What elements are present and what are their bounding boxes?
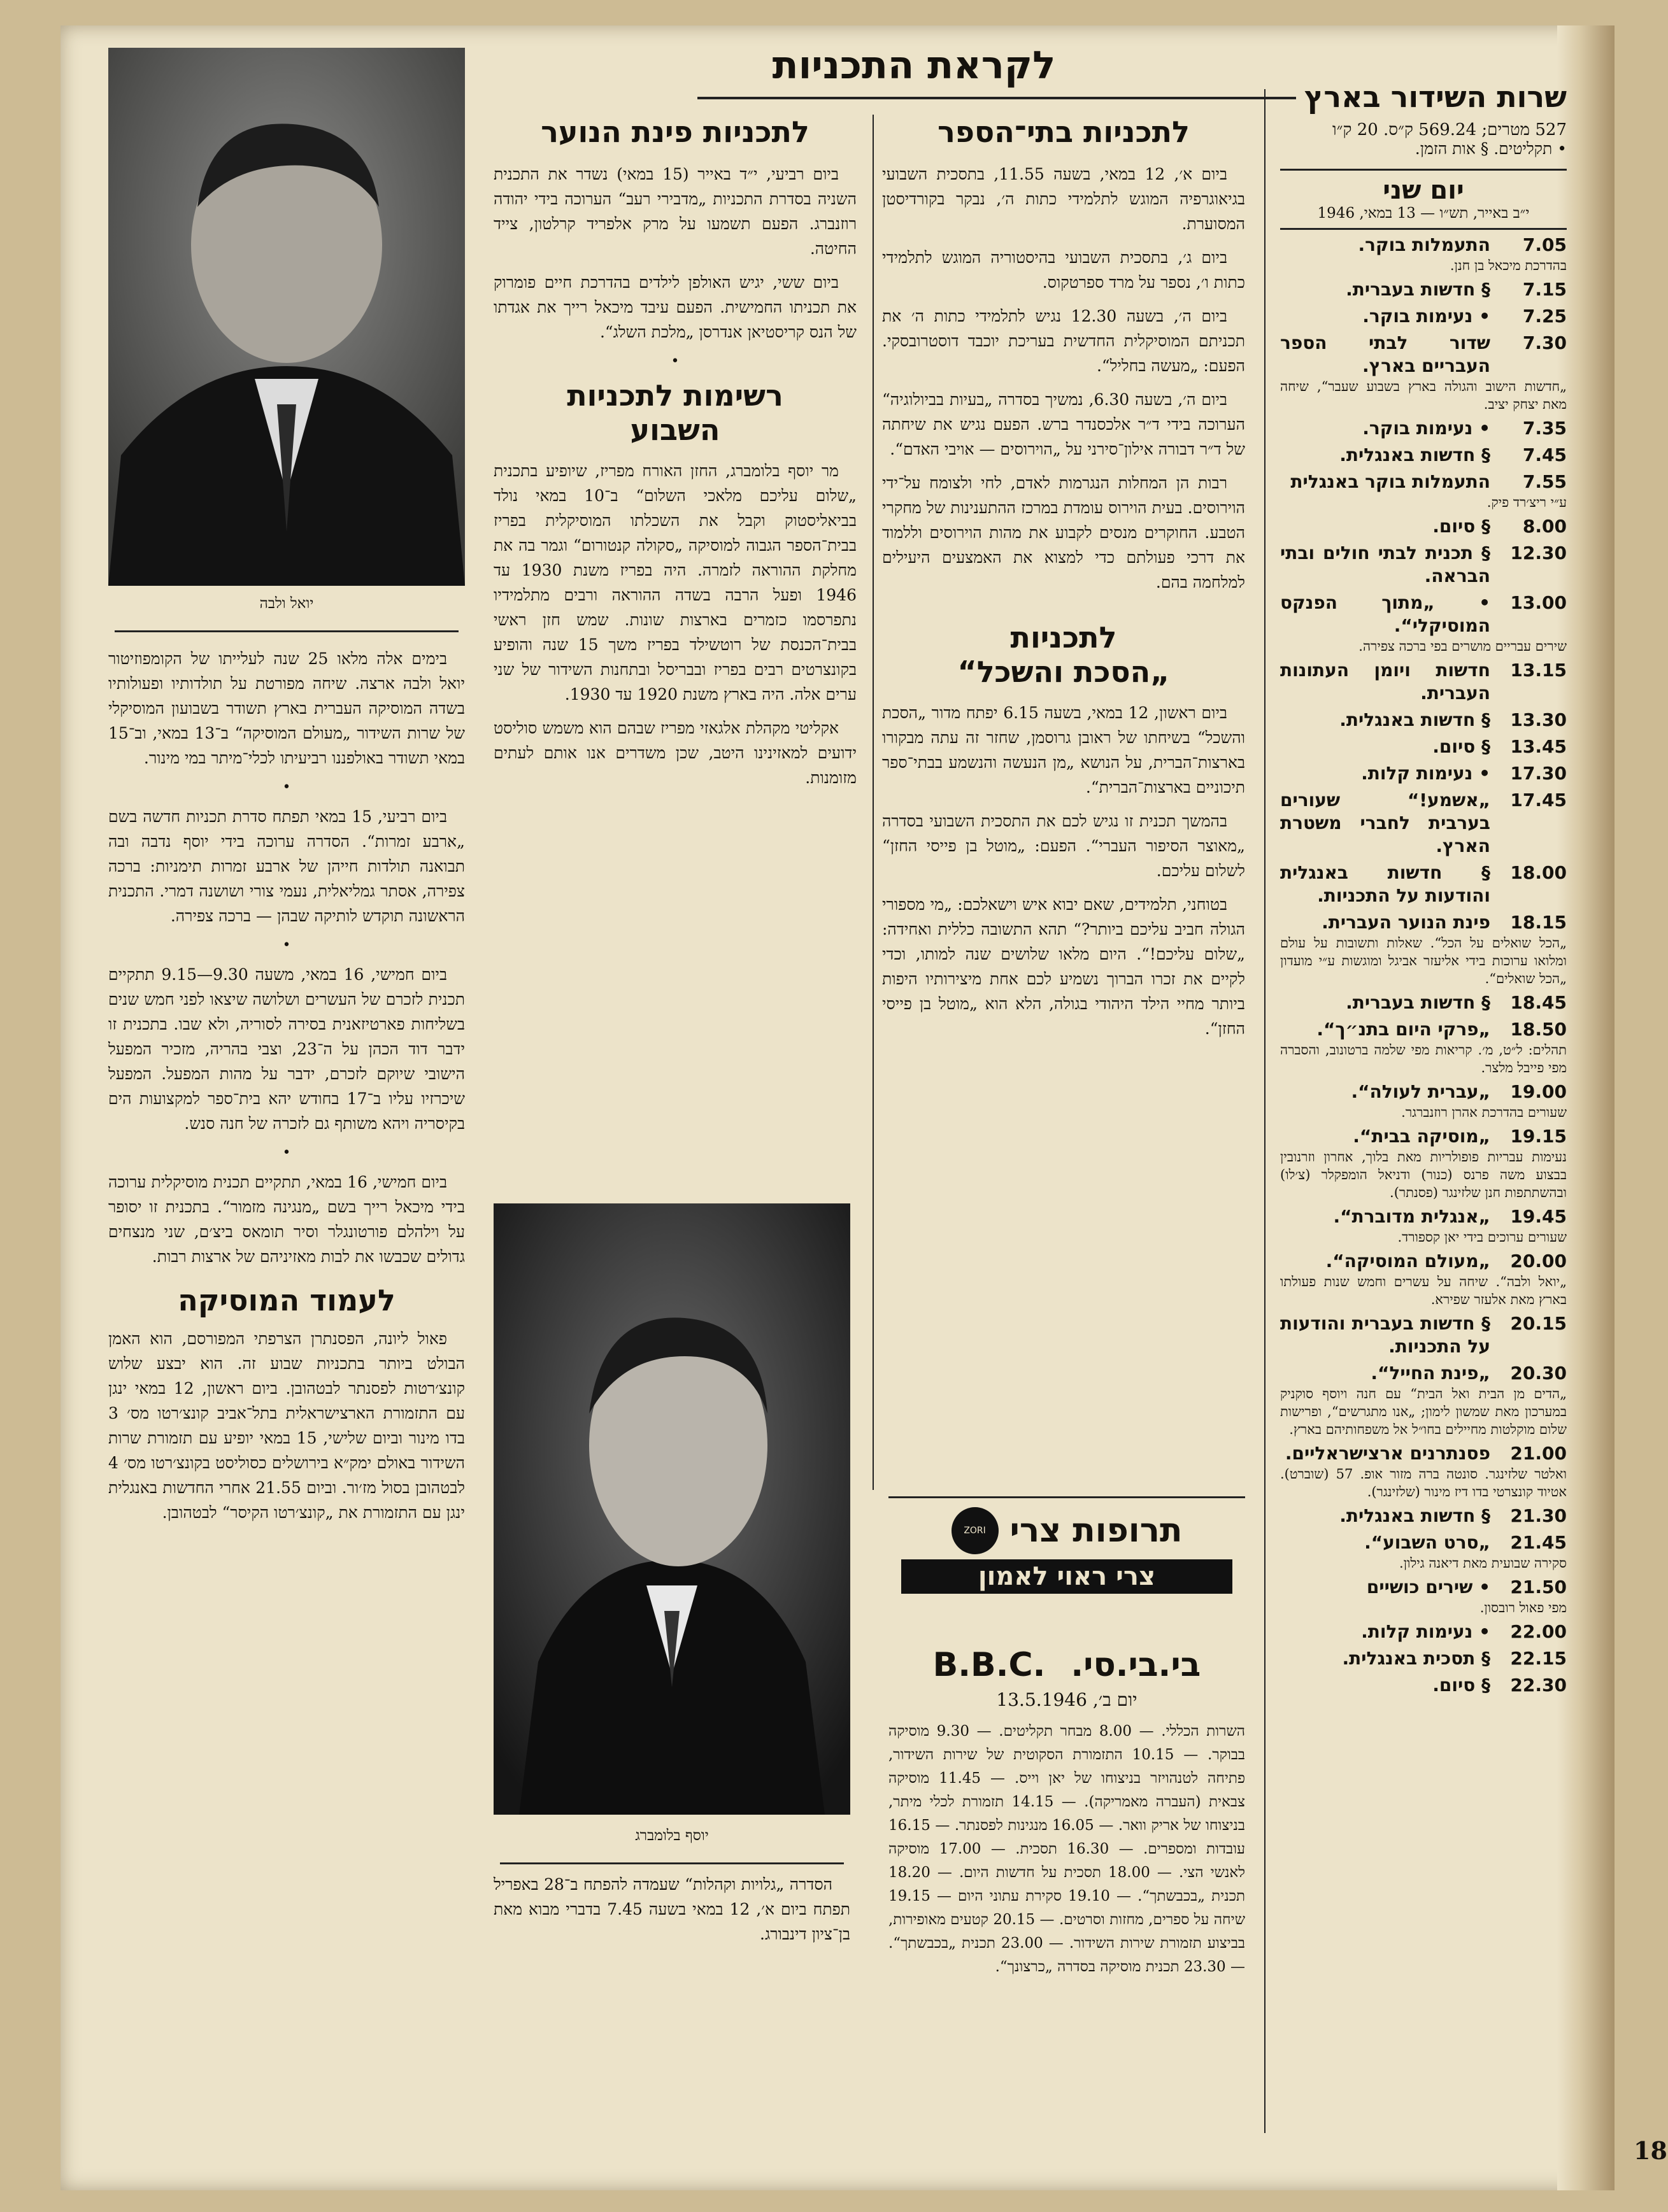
hasakhat-paragraph: ביום ראשון, 12 במאי, בשעה 6.15 יפתח מדור „הסכת והשכל“ בשיחתו של ראובן גרוסמן, שחזר זה עתה מבקורו בארצות־הברית, על הנושא „מן הנעשה והנשמע בבתי־ספר תיכוניים בארצות־הברית“.: [882, 704, 1245, 797]
school-paragraph: ביום ה׳, בשעה 6.30, נמשיך בסדרה „בעיות בביולוגיה“ הערוכה בידי ד״ר אלכסנדר ברש. הפעם נגיש את שיחתה של ד״ר דבורה אילון־סירני על „הוירוסים — אויבי האדם“.: [882, 390, 1245, 458]
left-column: [108, 646, 465, 1534]
school-paragraph: ביום ג׳, בתסכית השבועי בהיסטוריה המוגש לתלמידי כתות ו׳, נספר על מרד ספרטקוס.: [882, 248, 1245, 292]
schedule-item: [1280, 1442, 1567, 1465]
schedule-title: „מוסיקה בבית“.: [1353, 1126, 1490, 1147]
schedule-subtitle: סקירה שבועית מאת דיאנה גילון.: [1399, 1556, 1567, 1571]
schedule-time: 19.15: [1510, 1126, 1567, 1147]
bbc-title-latin: B.B.C.: [932, 1646, 1046, 1684]
schedule-title: § חדשות באנגלית והודעות על התכניות.: [1280, 862, 1490, 906]
hasakhat-paragraph: בטוחני, תלמידים, שאם יבוא איש וישאלכם: „מי מספורי הגולה חביב עליכם ביותר?“ תהא התשובה כללית ואחידה: „שלום עליכם!“. היום מלאו שלושים שנה למותו, וכדי לקיים את זכרו הברוך נשמיע לכם אחת מיצירותיו היפות ביותר מחיי הילד היהודי בגולה, הלא הוא „מוטל בן פייסי החזן“.: [882, 895, 1245, 1038]
youth-paragraph: ביום ששי, יגיש האולפן לילדים בהדרכת חיים פומרוק את תכניתו החמישית. הפעם עיבד מיכאל רייך את אגדתו של הנס קריסטיאן אנדרסן „מלכת השלג“.: [494, 273, 857, 341]
schedule-subtitle: ואלטר שלזינגר. סונטה ברה מזור אופ. 57 (שוברט). אטיוד קונצרטי בדו דיז מינור (שלזינגר).: [1280, 1466, 1567, 1499]
schedule-title: § חדשות באנגלית.: [1339, 709, 1490, 730]
photo-yoel-welbe: [108, 48, 465, 586]
photo-caption-blumberg: יוסף בלומברג: [635, 1827, 709, 1844]
schedule-title: § תכנית לבתי חולים ובתי הבראה.: [1280, 542, 1490, 586]
schedule-subtitle: בהדרכת מיכאל בן חנן.: [1450, 258, 1567, 273]
schedule-item: [1280, 735, 1567, 758]
schedule-item: [1280, 417, 1567, 440]
schedule-item: [1280, 1312, 1567, 1358]
schedule-title: „אנגלית מדוברת“.: [1333, 1206, 1490, 1227]
school-paragraph: רבות הן המחלות הנגרמות לאדם, לחי ולצומח על־ידי הוירוסים. בעית הוירוס עומדת במרכז ההתענינות של מחקרי הטבע. החוקרים מנסים לקבוע את מהות הוירוסים וללמוד את דרכי פעולתם כדי למצוא את האמצעים היעילים למלחמה בהם.: [882, 474, 1245, 592]
photo-caption-welbe: יואל ולבה: [259, 595, 314, 612]
schedule-time: 7.55: [1522, 471, 1567, 492]
schedule-title: § חדשות באנגלית.: [1339, 444, 1490, 465]
schedule-title: „מעולם המוסיקה“.: [1325, 1251, 1490, 1272]
caption-rule: [115, 630, 459, 632]
zemarot-paragraph: ביום רביעי, 15 במאי תפתח סדרת תכניות חדשה בשם „ארבע זמרות“. הסדרה ערוכה בידי יוסף נדבה ובה תבואנה תולדות חייהן של ארבע זמרות תימניות: ברכה צפירה, אסתר גמליאלית, נעמי צורי ושושנה דמרי. התכנית הראשונה תוקדש לותיקה שבהן — ברכה צפירה.: [108, 807, 465, 925]
schedule-item: [1280, 1576, 1567, 1599]
page-number: 18: [1634, 2136, 1667, 2165]
schedule-subtitle: שירים עבריים מושרים בפי ברכה צפירה.: [1358, 639, 1567, 654]
main-header: לקראת התכניות: [772, 43, 1056, 88]
schedule-item: [1280, 234, 1567, 257]
school-programs-title: לתכניות בתי־הספר: [937, 115, 1190, 149]
portrait-icon: [494, 1203, 850, 1815]
column-rule: [873, 115, 874, 1490]
schedule-title: • נעימות קלות.: [1361, 1621, 1490, 1642]
schedule-item: [1280, 1362, 1567, 1385]
welbe-paragraph: בימים אלה מלאו 25 שנה לעלייתו של הקומפוזיטור יואל ולבה ארצה. שיחה מפורטת על תולדותיו ופעולותיו בשדה המוסיקה העברית בארץ תשודר בשבועון המוסיקלי של שרות השידור „מעולם המוסיקה“ ב־13 במאי, וב־15 במאי תשודר באולפננו רביעיתו לכלי־מיתר במי מינור.: [108, 649, 465, 767]
youth-programs-column: [494, 115, 857, 799]
day-title: יום שני: [1383, 176, 1464, 205]
schedule-time: 18.00: [1510, 862, 1567, 883]
schedule-time: 21.00: [1510, 1443, 1567, 1464]
schedule-title: § סיום.: [1432, 516, 1490, 537]
schedule-title: § סיום.: [1432, 736, 1490, 757]
schedule-time: 19.00: [1510, 1081, 1567, 1102]
schedule-time: 22.30: [1510, 1675, 1567, 1696]
youth-programs-title: לתכניות פינת הנוער: [541, 115, 809, 149]
schedule-title: פינת הנוער העברית.: [1322, 912, 1490, 933]
bbc-title-hebrew: בי.בי.סי.: [1071, 1646, 1201, 1684]
ad-brand: תרופות צרי: [1009, 1512, 1183, 1550]
schedule-subtitle: „הכל שואלים על הכל“. שאלות ותשובות על עולם ומלואו ערוכות בידי אליעזר אביגל ומוגשות ע״י מועדון „הכל שואלים“.: [1280, 935, 1567, 986]
schedule-time: 20.00: [1510, 1251, 1567, 1272]
schedule-time: 13.30: [1510, 709, 1567, 730]
schedule-subtitle: „חדשות הישוב והגולה בארץ בשבוע שעבר“, שיחה מאת יצחק יציב.: [1280, 379, 1567, 412]
schedule-title: התעמלות בוקר באנגלית: [1290, 471, 1490, 492]
schedule-item: [1280, 911, 1567, 934]
schedule-title: § חדשות בעברית.: [1346, 279, 1490, 300]
galut-paragraph-box: [494, 1872, 850, 1955]
schedule-title: • שירים כושיים: [1366, 1577, 1490, 1598]
schedule-title: § סיום.: [1432, 1675, 1490, 1696]
music-section-title: לעמוד המוסיקה: [178, 1283, 396, 1317]
hasakhat-title-1: לתכניות: [1010, 620, 1117, 655]
notes-title-1: רשימות לתכניות: [567, 378, 783, 413]
magazine-page: [61, 25, 1667, 2190]
schedule-title: § חדשות בעברית והודעות על התכניות.: [1280, 1313, 1490, 1357]
schedule-item: [1280, 444, 1567, 467]
notes-paragraph: אקליטי מקהלת אלגאזי מפריז שבהם הוא משמש סוליסט ידועים למאזינינו היטב, שכן משדרים אנו אותם לעתים מזומנות.: [494, 719, 857, 787]
schedule-item: [1280, 709, 1567, 732]
schedule-time: 7.35: [1522, 418, 1567, 439]
schedule-subtitle: מפי פאול רובסון.: [1479, 1600, 1567, 1615]
zori-logo-icon: [952, 1507, 999, 1554]
schedule-subtitle: שעורים בהדרכת אהרן רוזנברגר.: [1401, 1105, 1567, 1120]
schedule-item: [1280, 542, 1567, 588]
schedule-item: [1280, 659, 1567, 705]
schedule-time: 22.15: [1510, 1648, 1567, 1669]
portrait-icon: [108, 48, 465, 586]
column-rule: [1264, 89, 1265, 2133]
schedule-column: [1280, 80, 1567, 1697]
schedule-title: „אשמע!“ שעורים בערבית לחברי משטרת הארץ.: [1280, 790, 1490, 856]
schedule-item: [1280, 991, 1567, 1014]
schedule-title: § חדשות באנגלית.: [1339, 1505, 1490, 1526]
bbc-column: [888, 1646, 1245, 1979]
schedule-subtitle: תהלים: ל״ט, מ׳. קריאות מפי שלמה ברטונוב, והסברה מפי פייבל מלצר.: [1280, 1042, 1567, 1075]
schedule-time: 21.45: [1510, 1532, 1567, 1553]
broadcast-info-2: • תקליטים. § אות הזמן.: [1415, 139, 1567, 158]
schedule-subtitle: שעורים ערוכים בידי יאן קספורד.: [1397, 1230, 1567, 1245]
galut-paragraph: הסדרה „גלויות וקהלות“ שעמדה להפתח ב־28 באפריל תפתח ביום א׳, 12 במאי בשעה 7.45 בדברי מבוא מאת בן־ציון דינבורג.: [494, 1875, 850, 1943]
schedule-item: [1280, 592, 1567, 637]
youth-paragraph: ביום רביעי, י״ד באייר (15 במאי) נשדר את התכנית השניה בסדרת התכניות „מדבירי רעב“ הערוכה בידי יהודה רוזנברג. הפעם תשמעו על מרק אלפריד קרלטון, צייד החיטה.: [494, 165, 857, 258]
schedule-title: • נעימות בוקר.: [1362, 306, 1490, 327]
schedule-time: 17.45: [1510, 790, 1567, 811]
zori-advertisement: [888, 1496, 1245, 1626]
schedule-time: 13.15: [1510, 660, 1567, 681]
schedule-subtitle: ע״י ריצ׳רד פיק.: [1486, 495, 1567, 510]
memorial-paragraph: ביום חמישי, 16 במאי, משעה 9.30—9.15 תתקיים תכנית לזכרם של העשרים ושלושה שיצאו לפני חמש שנים בשליחות פארטיזאנית בסירה לסוריה, ולא שבו. בתכנית זו ידבר דוד הכהן על ה־23, וצבי בהריה, מזכיר המפעל הישובי שיוקם לזכרם, ידבר על מהות המפעל. המפעל שיכרזיו עליו ב־17 בחודש יהא בית־ספר למקצועות הים בקיסריה ויהא משותף גם לזכרה של חנה סנש.: [108, 965, 466, 1133]
schedule-list: [1280, 228, 1567, 1697]
schedule-title: § תסכית באנגלית.: [1342, 1648, 1490, 1669]
broadcast-info-1: 527 מטרים; 569.24 ק״ס. 20 ק״ו: [1332, 120, 1567, 139]
hasakhat-paragraph: בהמשך תכנית זו נגיש לכם את התסכית השבועי בסדרה „מאוצר הסיפור העברי“. הפעם: „מוטל בן פייסי החזן“ לשלום עליכם.: [882, 812, 1245, 880]
schedule-title: פסנתרנים ארצישראליים.: [1285, 1443, 1490, 1464]
schedule-subtitle: נעימות עבריות פופולריות מאת בלוך, אחרון וזרנובין בבצוע משה פרנס (כנור) ודניאל הומפקלר (צ׳לו) ובהשתתפות חנן שלזינגר (פסנתר).: [1280, 1149, 1567, 1200]
schedule-time: 18.50: [1510, 1019, 1567, 1040]
schedule-time: 7.15: [1522, 279, 1567, 300]
schedule-time: 21.50: [1510, 1577, 1567, 1598]
schedule-item: [1280, 332, 1567, 378]
schedule-time: 19.45: [1510, 1206, 1567, 1227]
schedule-time: 20.15: [1510, 1313, 1567, 1334]
schedule-time: 7.30: [1522, 332, 1567, 353]
schedule-title: „פרקי היום בתנ״ך“.: [1316, 1019, 1490, 1040]
schedule-item: [1280, 1205, 1567, 1228]
schedule-item: [1280, 305, 1567, 328]
schedule-item: [1280, 515, 1567, 538]
schedule-time: 20.30: [1510, 1363, 1567, 1384]
schedule-title: התעמלות בוקר.: [1358, 234, 1490, 255]
header-rule: [697, 97, 1296, 99]
schedule-title: שדור לבתי הספר העבריים בארץ.: [1280, 332, 1490, 376]
schedule-item: [1280, 1505, 1567, 1528]
music-paragraph: פאול ליונה, הפסנתרן הצרפתי המפורסם, הוא האמן הבולט ביותר בתכניות שבוע זה. הוא יבצע שלוש קונצ׳רטות לפסנתר לבטהובן. ביום ראשון, 12 במאי ינגן עם התזמורת הארצישראלית בתל־אביב קונצ׳רטו מס׳ 3 בדו מינור וביום שלישי, 15 במאי יופיע עם תזמורת שרות השידור באולם ימק״א בירושלים כסוליסט בקונצ׳רטו מס׳ 4 לבטהובן בסול מז׳ור. וביום 21.55 אחרי החדשות באנגלית ינגן עם התזמורת את „קונצ׳רטו הקיסר“ לבטהובן.: [108, 1329, 465, 1522]
schedule-title: § חדשות בעברית.: [1346, 992, 1490, 1013]
notes-paragraph: מר יוסף בלומברג, החזן האורח מפריז, שיופיע בתכנית „שלום עליכם מלאכי השלום“ ב־10 במאי נולד בביאליסטוק וקבל את השכלתו המוסיקלית בפריז בבית־הספר הגבוה למוסיקה „סקולה קנטורום“ וגמר בה את מחלקת ההוראה לזמרה. היה בפריז משנת 1930 עד 1946 ופעל הרבה בשדה ההוראה ורבים מתלמידיו נתפרסמו כזמרים בארצות שונות. שמש חזן ראשי בבית־הכנסת של רוטשילד בפריז משך 15 שנה והופיע בקונצרטים רבים בפריז ובבריסל ובתחנות השידור של שני ערים אלה. היה בארץ משנת 1920 עד 1930.: [494, 462, 857, 704]
schedule-item: [1280, 1081, 1567, 1103]
schedule-item: [1280, 1620, 1567, 1643]
bbc-schedule-text: השרות הכללי. — 8.00 מבחר תקליטים. — 9.30 מוסיקה בבוקר. — 10.15 התזמורת הסקוטית של שירות השידור, פתיחה לטנהויזר בניצוחו של יאן וייס. — 11.45 מוסיקה צבאית (העברה מאמריקה). — 14.15 תזמורת לכלי מיתר, בניצוחו של אריק וואר. — 16.05 מנגינות לפסנתר. — 16.15 עובדות ומספרים. — 16.30 תסכית. — 17.00 מוסיקה לאנשי הצי. — 18.00 תסכית על חדשות היום. — 18.20 תכנית „בכבשתך“. — 19.10 סקירת עתוני היום — 19.15 שיחה על ספרים, מחזות וסרטים. — 20.15 קטעים מאופירות, בביצוע תזמורת שירות השידור. — 23.00 תכנית „בכבשתך“. — 23.30 תכנית מוסיקה בסדרה „כרצונך“.: [888, 1723, 1246, 1975]
schedule-item: [1280, 1125, 1567, 1148]
notes-title-2: השבוע: [630, 413, 720, 447]
schedule-time: 13.45: [1510, 736, 1567, 757]
schedule-item: [1280, 471, 1567, 493]
separator-dot: •: [282, 937, 291, 953]
hasakhat-title-2: „הסכת והשכל“: [957, 655, 1170, 689]
school-paragraph: ביום ה׳, בשעה 12.30 נגיש לתלמידי כתות ה׳ את תכניתם המוסיקלית החדשית בעריכת יוכבד דוסטרובסקי. הפעם: „מעשה בחליל“.: [882, 307, 1245, 375]
schedule-item: [1280, 1531, 1567, 1554]
schedule-time: 18.15: [1510, 912, 1567, 933]
bbc-date: יום ב׳, 13.5.1946: [996, 1689, 1137, 1710]
schedule-item: [1280, 1018, 1567, 1041]
schedule-item: [1280, 1250, 1567, 1273]
schedule-subtitle: „יואל ולבה“. שיחה על עשרים וחמש שנות פעולתו בארץ מאת אלעזר שפירא.: [1280, 1274, 1567, 1307]
schedule-time: 8.00: [1522, 516, 1567, 537]
separator-dot: •: [282, 1145, 291, 1161]
day-date: י״ב באייר, תש״ו — 13 במאי, 1946: [1317, 205, 1530, 222]
schedule-item: [1280, 278, 1567, 301]
schedule-time: 21.30: [1510, 1505, 1567, 1526]
schedule-time: 7.45: [1522, 444, 1567, 465]
school-paragraph: ביום א׳, 12 במאי, בשעה 11.55, בתסכית השבועי בגיאוגרפיה המוגש לתלמידי כתות ה׳, נבקר בקורדיסטן המסוערת.: [882, 165, 1245, 233]
schedule-time: 18.45: [1510, 992, 1567, 1013]
schedule-time: 7.05: [1522, 234, 1567, 255]
schedule-time: 22.00: [1510, 1621, 1567, 1642]
schedule-subtitle: „הדים מן הבית ואל הבית“ עם חנה ויוסף סוקניק במערכון מאת שמשון לימון; „אנו מתגרשים“, ופרישות שלום מוקלטות מחיילים בחו״ל אל משפחותיהם בארץ.: [1280, 1386, 1567, 1437]
ad-slogan: צרי ראוי לאמון: [901, 1559, 1232, 1594]
caption-rule: [500, 1862, 844, 1864]
schedule-time: 12.30: [1510, 542, 1567, 564]
schedule-title: שרות השידור בארץ: [1304, 80, 1567, 114]
schedule-item: [1280, 1674, 1567, 1697]
schedule-time: 13.00: [1510, 592, 1567, 613]
separator-dot: •: [671, 353, 680, 369]
schedule-title: „סרט השבוע“.: [1364, 1532, 1490, 1553]
photo-yosef-blumberg: [494, 1203, 850, 1815]
schedule-title: חדשות ויומן העתונות העברית.: [1280, 660, 1490, 704]
schedule-title: • נעימות בוקר.: [1362, 418, 1490, 439]
schedule-time: 17.30: [1510, 763, 1567, 784]
schedule-item: [1280, 1647, 1567, 1670]
schedule-title: • „מתוך הפנקס המוסיקלי“.: [1280, 592, 1490, 636]
schedule-item: [1280, 762, 1567, 785]
schedule-title: „עברית לעולה“.: [1351, 1081, 1490, 1102]
school-programs-column: [882, 115, 1245, 1050]
day-header-box: [1280, 169, 1567, 222]
conductors-paragraph: ביום חמישי, 16 במאי, תתקיים תכנית מוסיקלית ערוכה בידי מיכאל רייך בשם „מנגינה מזמור“. בתכנית זו יסופר על וילהלם פורטונגלר וסיר תומאס ביצ׳ם, שני מנצחים גדולים שכבשו את לבות מאזיניהם של ארצות רבות.: [108, 1173, 465, 1266]
schedule-title: • נעימות קלות.: [1361, 763, 1490, 784]
schedule-time: 7.25: [1522, 306, 1567, 327]
separator-dot: •: [282, 779, 291, 795]
logo-text: ZORI: [964, 1526, 986, 1536]
schedule-title: „פינת החייל“.: [1371, 1363, 1490, 1384]
schedule-item: [1280, 861, 1567, 907]
schedule-item: [1280, 789, 1567, 858]
